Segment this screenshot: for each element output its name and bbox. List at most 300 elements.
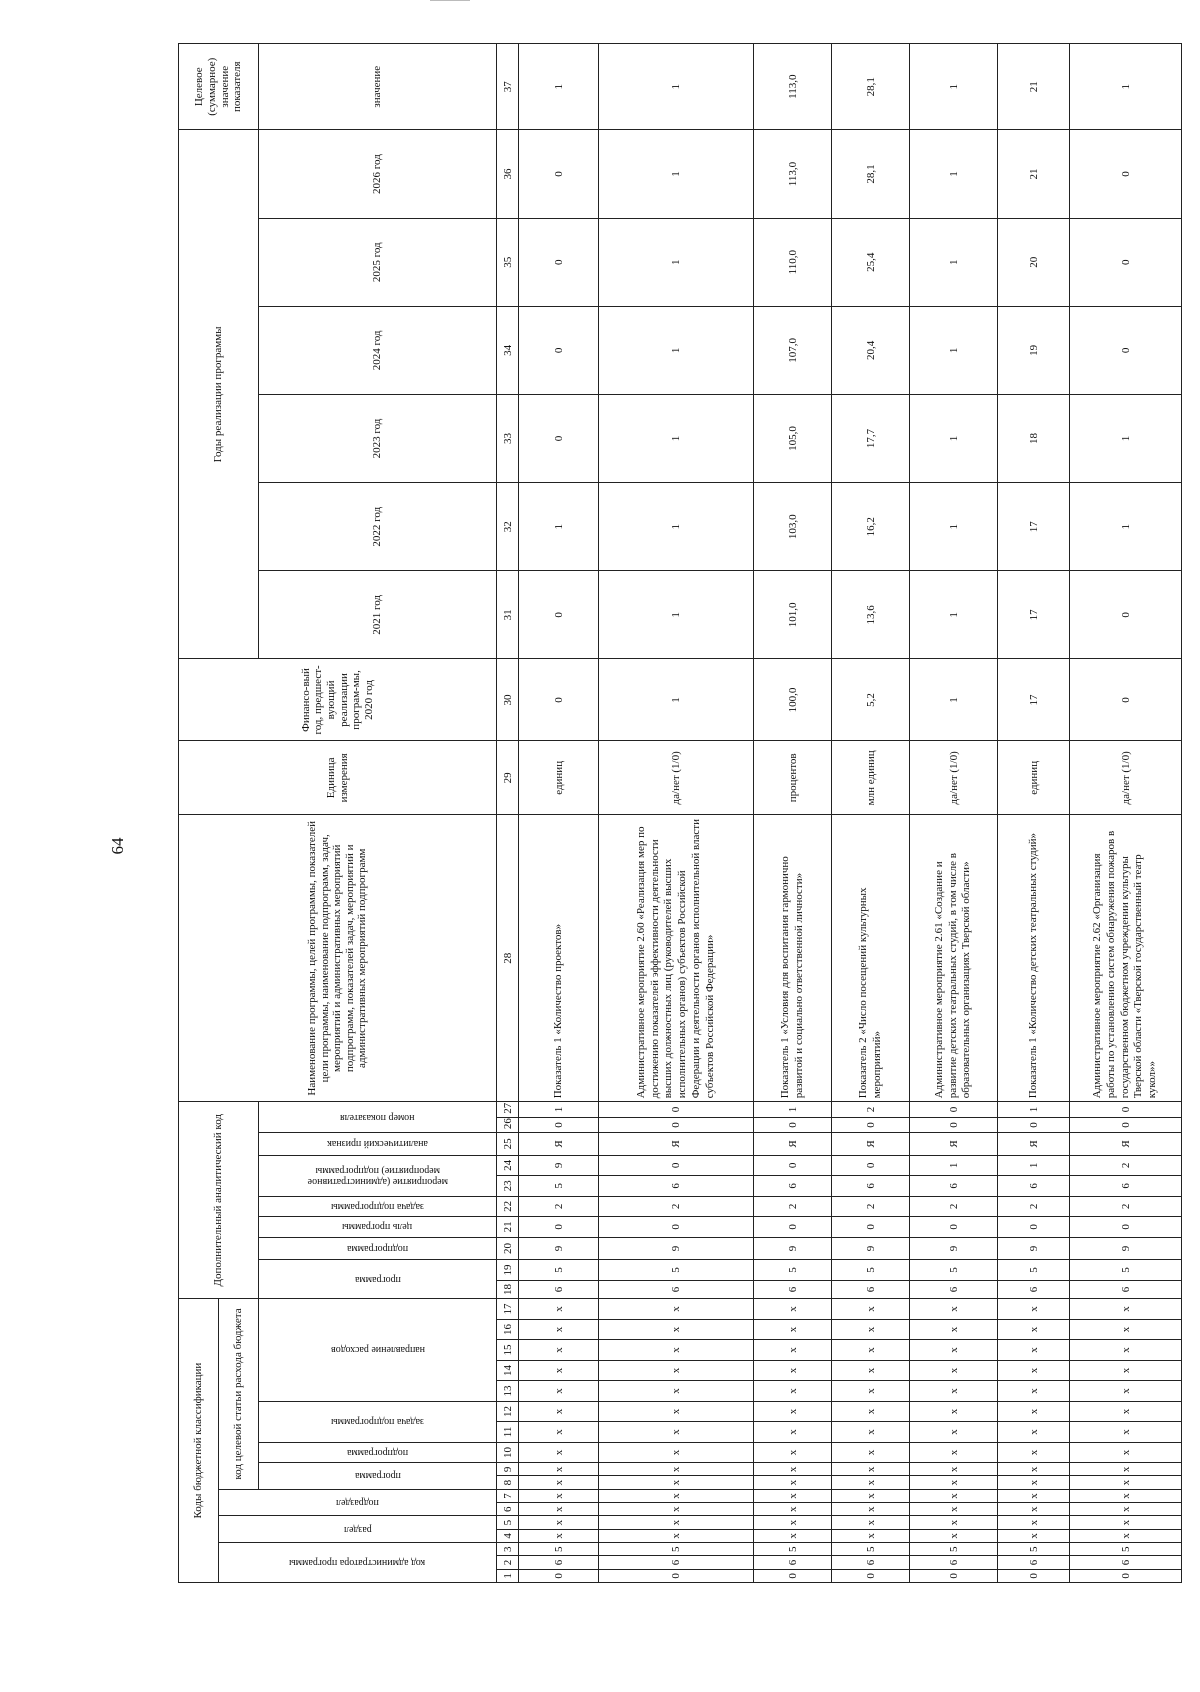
code-cell: 9 bbox=[754, 1237, 832, 1260]
code-cell: х bbox=[519, 1489, 599, 1502]
row-year-value: 0 bbox=[1070, 218, 1182, 306]
row-year-value: 17 bbox=[998, 483, 1070, 571]
code-cell: х bbox=[998, 1476, 1070, 1489]
code-cell: х bbox=[832, 1401, 910, 1422]
code-cell: х bbox=[599, 1422, 754, 1443]
code-cell: х bbox=[519, 1422, 599, 1443]
row-year-value: 105,0 bbox=[754, 394, 832, 482]
code-cell: х bbox=[1070, 1340, 1182, 1361]
row-base-value: 5,2 bbox=[832, 659, 910, 741]
row-year-value: 0 bbox=[1070, 571, 1182, 659]
code-cell: х bbox=[832, 1340, 910, 1361]
col-num: 7 bbox=[497, 1489, 519, 1502]
row-year-value: 1 bbox=[599, 130, 754, 218]
header-target-article: код целевой статьи расхода бюджета bbox=[219, 1299, 259, 1490]
header-expense-direction: направление расходов bbox=[259, 1299, 497, 1402]
row-target-value: 1 bbox=[599, 44, 754, 130]
row-unit: млн единиц bbox=[832, 741, 910, 815]
code-cell: х bbox=[754, 1463, 832, 1476]
col-num: 10 bbox=[497, 1442, 519, 1463]
code-cell: х bbox=[519, 1476, 599, 1489]
code-cell: х bbox=[1070, 1319, 1182, 1340]
row-name: Показатель 1 «Условия для воспитания гармонично развитой и социально ответственной личности» bbox=[754, 815, 832, 1102]
code-cell: х bbox=[910, 1340, 998, 1361]
row-year-value: 1 bbox=[1070, 394, 1182, 482]
code-cell: 9 bbox=[599, 1237, 754, 1260]
code-cell: 9 bbox=[998, 1237, 1070, 1260]
row-year-value: 1 bbox=[910, 483, 998, 571]
code-cell: 5 bbox=[599, 1543, 754, 1556]
row-target-value: 1 bbox=[519, 44, 599, 130]
row-year-value: 1 bbox=[599, 394, 754, 482]
row-year-value: 16,2 bbox=[832, 483, 910, 571]
code-cell: х bbox=[754, 1476, 832, 1489]
header-a-program-goal: цель программы bbox=[259, 1217, 497, 1238]
code-cell: 6 bbox=[998, 1176, 1070, 1197]
code-cell: 6 bbox=[998, 1280, 1070, 1298]
header-year-2025: 2025 год bbox=[259, 218, 497, 306]
col-num: 15 bbox=[497, 1340, 519, 1361]
code-cell: Я bbox=[754, 1133, 832, 1156]
code-cell: 6 bbox=[998, 1556, 1070, 1569]
table-row bbox=[519, 44, 599, 1583]
code-cell: 0 bbox=[832, 1569, 910, 1582]
code-cell: х bbox=[754, 1381, 832, 1402]
code-cell: 0 bbox=[998, 1117, 1070, 1132]
header-target-group: Целевое (суммарное) значение показателя bbox=[179, 44, 259, 130]
row-base-value: 0 bbox=[519, 659, 599, 741]
header-analytic-code: Дополнительный аналитический код bbox=[179, 1102, 259, 1299]
code-cell: 9 bbox=[910, 1237, 998, 1260]
code-cell: х bbox=[832, 1529, 910, 1542]
col-num: 17 bbox=[497, 1299, 519, 1320]
code-cell: х bbox=[910, 1319, 998, 1340]
col-num: 24 bbox=[497, 1155, 519, 1176]
column-number-row bbox=[497, 44, 519, 1583]
code-cell: 6 bbox=[832, 1280, 910, 1298]
col-num: 16 bbox=[497, 1319, 519, 1340]
header-a-program: программа bbox=[259, 1260, 497, 1299]
code-cell: х bbox=[519, 1319, 599, 1340]
table-row bbox=[998, 44, 1070, 1583]
header-base-year: Финансо-вый год, предшест-вующий реализации програм-мы, 2020 год bbox=[179, 659, 497, 741]
row-year-value: 0 bbox=[519, 394, 599, 482]
code-cell: х bbox=[910, 1476, 998, 1489]
code-cell: 2 bbox=[910, 1196, 998, 1217]
code-cell: х bbox=[599, 1442, 754, 1463]
col-num: 8 bbox=[497, 1476, 519, 1489]
code-cell: 0 bbox=[832, 1217, 910, 1238]
code-cell: х bbox=[832, 1381, 910, 1402]
code-cell: 6 bbox=[832, 1556, 910, 1569]
code-cell: х bbox=[754, 1529, 832, 1542]
code-cell: х bbox=[998, 1442, 1070, 1463]
row-target-value: 1 bbox=[1070, 44, 1182, 130]
code-cell: 5 bbox=[998, 1260, 1070, 1281]
code-cell: х bbox=[1070, 1503, 1182, 1516]
table-row bbox=[832, 44, 910, 1583]
row-year-value: 107,0 bbox=[754, 306, 832, 394]
col-num: 33 bbox=[497, 394, 519, 482]
row-base-value: 1 bbox=[599, 659, 754, 741]
header-name: Наименование программы, целей программы, показателей цели программы, наименование подпрограмм, задач, мероприятий и административных мероприятий подпрограмм, показателей задач, мероприятий и административных мероприятий подпрограмм bbox=[179, 815, 497, 1102]
row-year-value: 1 bbox=[599, 218, 754, 306]
code-cell: 0 bbox=[599, 1117, 754, 1132]
code-cell: х bbox=[1070, 1381, 1182, 1402]
row-unit: да/нет (1/0) bbox=[1070, 741, 1182, 815]
code-cell: х bbox=[754, 1422, 832, 1443]
code-cell: 5 bbox=[1070, 1543, 1182, 1556]
col-num: 36 bbox=[497, 130, 519, 218]
code-cell: 6 bbox=[519, 1280, 599, 1298]
row-year-value: 25,4 bbox=[832, 218, 910, 306]
row-year-value: 110,0 bbox=[754, 218, 832, 306]
row-unit: единиц bbox=[998, 741, 1070, 815]
header-budget-codes: Коды бюджетной классификации bbox=[179, 1299, 219, 1583]
code-cell: 0 bbox=[910, 1569, 998, 1582]
header-year-2023: 2023 год bbox=[259, 394, 497, 482]
code-cell: 2 bbox=[1070, 1155, 1182, 1176]
rotated-table-container bbox=[178, 43, 1200, 1583]
header-a-subprogram: подпрограмма bbox=[259, 1237, 497, 1260]
row-year-value: 1 bbox=[910, 571, 998, 659]
code-cell: х bbox=[832, 1442, 910, 1463]
code-cell: х bbox=[1070, 1299, 1182, 1320]
code-cell: 0 bbox=[998, 1217, 1070, 1238]
col-num: 23 bbox=[497, 1176, 519, 1197]
code-cell: х bbox=[1070, 1463, 1182, 1476]
code-cell: Я bbox=[998, 1133, 1070, 1156]
header-a-indicator-no: номер показателя bbox=[259, 1102, 497, 1133]
code-cell: 5 bbox=[832, 1543, 910, 1556]
code-cell: х bbox=[519, 1463, 599, 1476]
code-cell: 5 bbox=[754, 1543, 832, 1556]
code-cell: 6 bbox=[599, 1280, 754, 1298]
code-cell: Я bbox=[910, 1133, 998, 1156]
col-num: 32 bbox=[497, 483, 519, 571]
header-section: раздел bbox=[219, 1516, 497, 1543]
program-indicators-table bbox=[178, 43, 1182, 1583]
code-cell: 0 bbox=[599, 1102, 754, 1117]
row-year-value: 113,0 bbox=[754, 130, 832, 218]
code-cell: 2 bbox=[832, 1102, 910, 1117]
code-cell: х bbox=[998, 1381, 1070, 1402]
col-num: 29 bbox=[497, 741, 519, 815]
code-cell: х bbox=[754, 1340, 832, 1361]
row-year-value: 101,0 bbox=[754, 571, 832, 659]
code-cell: х bbox=[910, 1503, 998, 1516]
code-cell: х bbox=[519, 1299, 599, 1320]
row-year-value: 0 bbox=[1070, 130, 1182, 218]
code-cell: х bbox=[832, 1299, 910, 1320]
code-cell: 6 bbox=[1070, 1280, 1182, 1298]
header-year-2021: 2021 год bbox=[259, 571, 497, 659]
header-unit: Единица измерения bbox=[179, 741, 497, 815]
code-cell: 0 bbox=[1070, 1217, 1182, 1238]
row-name: Административное мероприятие 2.62 «Организация работы по установлению систем обнаружения пожаров в государственном бюджетном учреждении культуры Тверской области «Тверской государственный театр кукол»» bbox=[1070, 815, 1182, 1102]
code-cell: х bbox=[832, 1489, 910, 1502]
code-cell: х bbox=[998, 1516, 1070, 1529]
code-cell: 0 bbox=[910, 1102, 998, 1117]
code-cell: 2 bbox=[599, 1196, 754, 1217]
code-cell: 6 bbox=[1070, 1176, 1182, 1197]
code-cell: 0 bbox=[519, 1117, 599, 1132]
code-cell: 5 bbox=[1070, 1260, 1182, 1281]
col-num: 31 bbox=[497, 571, 519, 659]
row-year-value: 1 bbox=[519, 483, 599, 571]
code-cell: Я bbox=[599, 1133, 754, 1156]
code-cell: 6 bbox=[599, 1176, 754, 1197]
col-num: 11 bbox=[497, 1422, 519, 1443]
row-name: Показатель 1 «Количество детских театральных студий» bbox=[998, 815, 1070, 1102]
code-cell: х bbox=[998, 1360, 1070, 1381]
row-year-value: 28,1 bbox=[832, 130, 910, 218]
code-cell: 5 bbox=[599, 1260, 754, 1281]
code-cell: х bbox=[910, 1463, 998, 1476]
code-cell: х bbox=[998, 1319, 1070, 1340]
row-year-value: 1 bbox=[599, 483, 754, 571]
code-cell: х bbox=[599, 1401, 754, 1422]
row-year-value: 1 bbox=[910, 394, 998, 482]
code-cell: 6 bbox=[754, 1176, 832, 1197]
col-num: 20 bbox=[497, 1237, 519, 1260]
col-num: 5 bbox=[497, 1516, 519, 1529]
code-cell: х bbox=[754, 1401, 832, 1422]
code-cell: х bbox=[754, 1360, 832, 1381]
code-cell: 9 bbox=[519, 1237, 599, 1260]
code-cell: х bbox=[599, 1319, 754, 1340]
row-year-value: 1 bbox=[910, 218, 998, 306]
table-row bbox=[1070, 44, 1182, 1583]
code-cell: 0 bbox=[754, 1117, 832, 1132]
code-cell: х bbox=[998, 1299, 1070, 1320]
code-cell: х bbox=[832, 1319, 910, 1340]
row-year-value: 0 bbox=[1070, 306, 1182, 394]
code-cell: 0 bbox=[599, 1569, 754, 1582]
col-num: 25 bbox=[497, 1133, 519, 1156]
row-year-value: 0 bbox=[519, 218, 599, 306]
code-cell: 5 bbox=[910, 1543, 998, 1556]
code-cell: х bbox=[832, 1360, 910, 1381]
code-cell: х bbox=[519, 1503, 599, 1516]
code-cell: х bbox=[832, 1503, 910, 1516]
code-cell: х bbox=[599, 1299, 754, 1320]
row-name: Административное мероприятие 2.60 «Реализация мер по достижению показателей эффективности деятельности высших должностных лиц (руководителей высших исполнительных органов) субъектов Российской Федерации и деятельности органов исполнительной власти субъектов Российской Федерации» bbox=[599, 815, 754, 1102]
code-cell: х bbox=[1070, 1442, 1182, 1463]
code-cell: 0 bbox=[754, 1569, 832, 1582]
row-year-value: 1 bbox=[599, 306, 754, 394]
table-row bbox=[910, 44, 998, 1583]
code-cell: 5 bbox=[910, 1260, 998, 1281]
col-num: 4 bbox=[497, 1529, 519, 1542]
code-cell: х bbox=[998, 1463, 1070, 1476]
code-cell: 1 bbox=[754, 1102, 832, 1117]
code-cell: 5 bbox=[754, 1260, 832, 1281]
code-cell: х bbox=[754, 1299, 832, 1320]
code-cell: х bbox=[599, 1503, 754, 1516]
col-num: 30 bbox=[497, 659, 519, 741]
code-cell: 1 bbox=[519, 1102, 599, 1117]
col-num: 35 bbox=[497, 218, 519, 306]
code-cell: 2 bbox=[998, 1196, 1070, 1217]
code-cell: 6 bbox=[910, 1176, 998, 1197]
code-cell: 1 bbox=[910, 1155, 998, 1176]
code-cell: х bbox=[910, 1442, 998, 1463]
code-cell: х bbox=[599, 1340, 754, 1361]
row-target-value: 1 bbox=[910, 44, 998, 130]
header-target-value: значение bbox=[259, 44, 497, 130]
col-num: 27 bbox=[497, 1102, 519, 1117]
code-cell: 5 bbox=[519, 1543, 599, 1556]
code-cell: 6 bbox=[599, 1556, 754, 1569]
code-cell: х bbox=[1070, 1489, 1182, 1502]
header-years-group: Годы реализации программы bbox=[179, 130, 259, 659]
table-row bbox=[599, 44, 754, 1583]
code-cell: 6 bbox=[754, 1280, 832, 1298]
code-cell: х bbox=[599, 1529, 754, 1542]
code-cell: 6 bbox=[832, 1176, 910, 1197]
col-num: 6 bbox=[497, 1503, 519, 1516]
code-cell: 5 bbox=[519, 1176, 599, 1197]
page-number: 64 bbox=[108, 837, 127, 855]
code-cell: х bbox=[998, 1422, 1070, 1443]
col-num: 2 bbox=[497, 1556, 519, 1569]
code-cell: х bbox=[832, 1422, 910, 1443]
row-year-value: 1 bbox=[1070, 483, 1182, 571]
col-num: 3 bbox=[497, 1543, 519, 1556]
code-cell: 0 bbox=[1070, 1569, 1182, 1582]
code-cell: 5 bbox=[519, 1260, 599, 1281]
code-cell: х bbox=[519, 1401, 599, 1422]
code-cell: х bbox=[910, 1401, 998, 1422]
col-num: 18 bbox=[497, 1280, 519, 1298]
code-cell: 0 bbox=[599, 1217, 754, 1238]
code-cell: 0 bbox=[910, 1217, 998, 1238]
code-cell: х bbox=[832, 1463, 910, 1476]
header-program: программа bbox=[259, 1463, 497, 1490]
header-a-measure: мероприятие (административное мероприятие) подпрограммы bbox=[259, 1155, 497, 1196]
row-year-value: 1 bbox=[910, 306, 998, 394]
code-cell: х bbox=[832, 1516, 910, 1529]
col-num: 12 bbox=[497, 1401, 519, 1422]
row-year-value: 17 bbox=[998, 571, 1070, 659]
data-rows bbox=[519, 44, 1182, 1583]
row-year-value: 21 bbox=[998, 130, 1070, 218]
code-cell: х bbox=[998, 1401, 1070, 1422]
code-cell: х bbox=[599, 1516, 754, 1529]
code-cell: 0 bbox=[832, 1117, 910, 1132]
code-cell: 2 bbox=[1070, 1196, 1182, 1217]
code-cell: х bbox=[910, 1422, 998, 1443]
code-cell: х bbox=[910, 1516, 998, 1529]
code-cell: 0 bbox=[519, 1569, 599, 1582]
row-name: Показатель 2 «Число посещений культурных мероприятий» bbox=[832, 815, 910, 1102]
code-cell: 6 bbox=[910, 1280, 998, 1298]
row-year-value: 0 bbox=[519, 306, 599, 394]
code-cell: 0 bbox=[1070, 1117, 1182, 1132]
code-cell: 0 bbox=[519, 1217, 599, 1238]
code-cell: 9 bbox=[519, 1155, 599, 1176]
row-year-value: 0 bbox=[519, 571, 599, 659]
code-cell: х bbox=[754, 1319, 832, 1340]
code-cell: х bbox=[1070, 1360, 1182, 1381]
col-num: 37 bbox=[497, 44, 519, 130]
code-cell: х bbox=[1070, 1476, 1182, 1489]
col-num: 22 bbox=[497, 1196, 519, 1217]
row-year-value: 103,0 bbox=[754, 483, 832, 571]
code-cell: х bbox=[519, 1516, 599, 1529]
header-a-sign: аналитический признак bbox=[259, 1133, 497, 1156]
col-num: 9 bbox=[497, 1463, 519, 1476]
code-cell: х bbox=[998, 1529, 1070, 1542]
code-cell: 0 bbox=[754, 1217, 832, 1238]
header-year-2024: 2024 год bbox=[259, 306, 497, 394]
code-cell: 1 bbox=[998, 1102, 1070, 1117]
code-cell: 0 bbox=[754, 1155, 832, 1176]
row-year-value: 0 bbox=[519, 130, 599, 218]
row-base-value: 100,0 bbox=[754, 659, 832, 741]
code-cell: х bbox=[910, 1489, 998, 1502]
row-year-value: 20,4 bbox=[832, 306, 910, 394]
code-cell: х bbox=[519, 1360, 599, 1381]
row-year-value: 18 bbox=[998, 394, 1070, 482]
row-year-value: 17,7 bbox=[832, 394, 910, 482]
header-subsection: подраздел bbox=[219, 1489, 497, 1516]
code-cell: 0 bbox=[998, 1569, 1070, 1582]
col-num: 28 bbox=[497, 815, 519, 1102]
row-name: Административное мероприятие 2.61 «Создание и развитие детских театральных студий, в том числе в образовательных организациях Тверской области» bbox=[910, 815, 998, 1102]
code-cell: 5 bbox=[998, 1543, 1070, 1556]
code-cell: 2 bbox=[754, 1196, 832, 1217]
code-cell: 0 bbox=[832, 1155, 910, 1176]
row-year-value: 1 bbox=[910, 130, 998, 218]
col-num: 19 bbox=[497, 1260, 519, 1281]
code-cell: х bbox=[910, 1381, 998, 1402]
col-num: 14 bbox=[497, 1360, 519, 1381]
code-cell: х bbox=[754, 1503, 832, 1516]
col-num: 13 bbox=[497, 1381, 519, 1402]
scan-artifact bbox=[430, 0, 470, 1]
col-num: 1 bbox=[497, 1569, 519, 1582]
code-cell: Я bbox=[519, 1133, 599, 1156]
code-cell: х bbox=[519, 1340, 599, 1361]
code-cell: Я bbox=[832, 1133, 910, 1156]
code-cell: х bbox=[910, 1529, 998, 1542]
row-unit: да/нет (1/0) bbox=[599, 741, 754, 815]
code-cell: х bbox=[599, 1489, 754, 1502]
col-num: 34 bbox=[497, 306, 519, 394]
code-cell: х bbox=[1070, 1401, 1182, 1422]
header-year-2026: 2026 год bbox=[259, 130, 497, 218]
code-cell: х bbox=[1070, 1516, 1182, 1529]
header-admin-code: код администратора программы bbox=[219, 1543, 497, 1583]
header-year-2022: 2022 год bbox=[259, 483, 497, 571]
code-cell: 5 bbox=[832, 1260, 910, 1281]
code-cell: х bbox=[599, 1360, 754, 1381]
table-row bbox=[754, 44, 832, 1583]
code-cell: 2 bbox=[832, 1196, 910, 1217]
code-cell: 6 bbox=[754, 1556, 832, 1569]
code-cell: х bbox=[998, 1489, 1070, 1502]
code-cell: 9 bbox=[1070, 1237, 1182, 1260]
code-cell: 6 bbox=[519, 1556, 599, 1569]
code-cell: х bbox=[910, 1299, 998, 1320]
row-base-value: 1 bbox=[910, 659, 998, 741]
row-base-value: 0 bbox=[1070, 659, 1182, 741]
row-base-value: 17 bbox=[998, 659, 1070, 741]
code-cell: х bbox=[599, 1463, 754, 1476]
code-cell: х bbox=[998, 1503, 1070, 1516]
